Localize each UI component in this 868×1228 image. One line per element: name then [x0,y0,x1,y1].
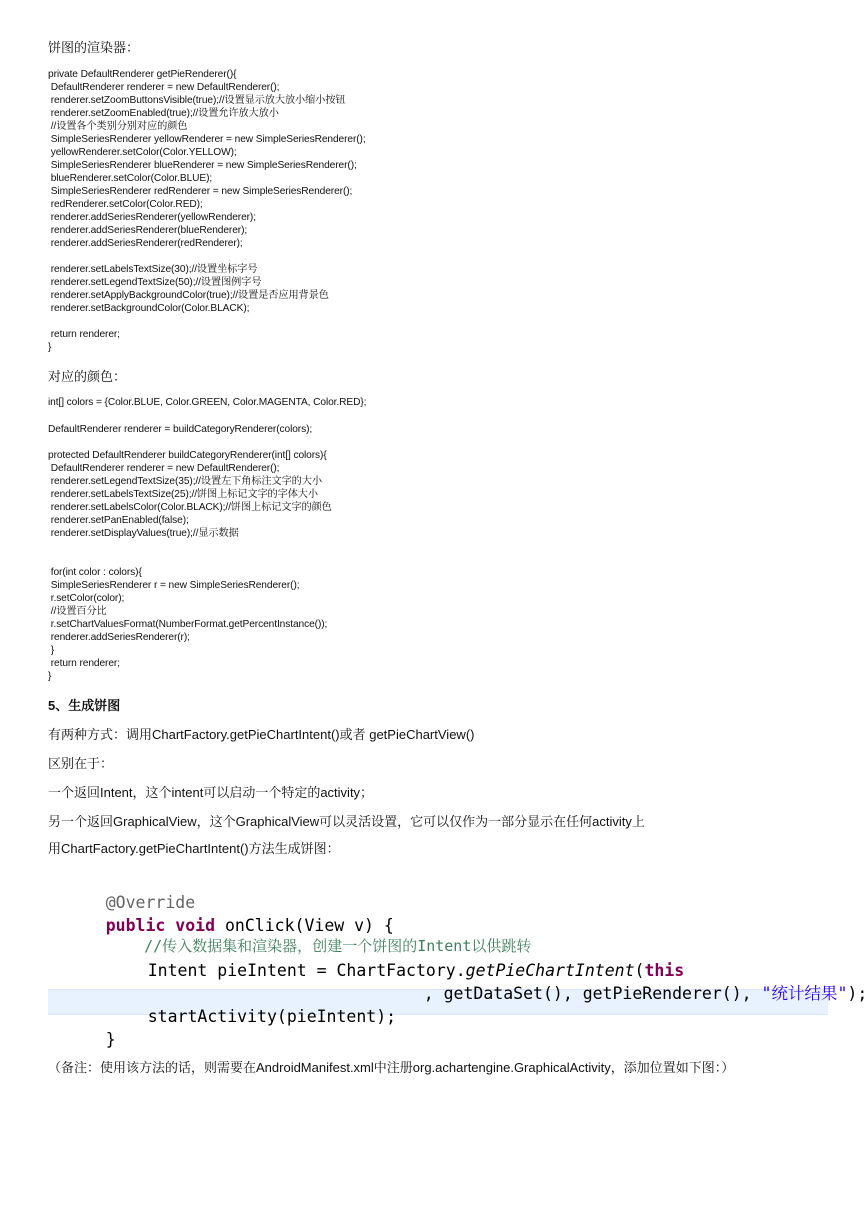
code-line: renderer.setLabelsTextSize(25);//饼图上标记文字的字体大小 [48,489,318,500]
code-line: r.setColor(color); [48,593,125,604]
code-line: //设置各个类别分别对应的颜色 [48,121,188,132]
code-line: return renderer; [48,658,120,669]
code-line: } [48,671,52,682]
paragraph-graphicalview: 另一个返回GraphicalView，这个GraphicalView可以灵活设置，它可以仅作为一部分显示在任何activity上 [48,814,645,829]
code-line: renderer.setApplyBackgroundColor(true);//设置是否应用背景色 [48,290,329,301]
code-line: renderer.setPanEnabled(false); [48,515,189,526]
code-line: SimpleSeriesRenderer r = new SimpleSeriesRenderer(); [48,580,300,591]
code-line: DefaultRenderer renderer = new DefaultRenderer(); [48,82,280,93]
code-line: renderer.setDisplayValues(true);//显示数据 [48,528,239,539]
paragraph-two-methods: 有两种方式：调用ChartFactory.getPieChartIntent()或者 getPieChartView() [48,727,475,742]
code-line: renderer.setLegendTextSize(50);//设置图例字号 [48,277,262,288]
code-token: ); [847,983,868,1003]
code-line: renderer.setZoomEnabled(true);//设置允许放大放小 [48,108,279,119]
code-line: renderer.setBackgroundColor(Color.BLACK); [48,303,250,314]
method-token: getPieChartIntent [465,960,635,980]
code-line: return renderer; [48,329,120,340]
code-line: yellowRenderer.setColor(Color.YELLOW); [48,147,237,158]
code-line: SimpleSeriesRenderer blueRenderer = new SimpleSeriesRenderer(); [48,160,357,171]
annotation-token: @Override [105,892,196,912]
code-token: , getDataSet(), getPieRenderer(), [423,983,762,1003]
paragraph-method-intro: 用ChartFactory.getPieChartIntent()方法生成饼图： [48,841,340,856]
code-line: blueRenderer.setColor(Color.BLUE); [48,173,213,184]
code-line: //设置百分比 [48,606,107,617]
code-start-activity-line [108,992,396,1042]
code-closing-brace [66,1015,116,1065]
keyword-token: void [175,915,216,935]
code-token: } [105,1029,116,1049]
code-line: renderer.addSeriesRenderer(redRenderer); [48,238,243,249]
code-line: for(int color : colors){ [48,567,142,578]
code-line: renderer.addSeriesRenderer(blueRenderer); [48,225,248,236]
code-line: DefaultRenderer renderer = new DefaultRenderer(); [48,463,280,474]
code-line: private DefaultRenderer getPieRenderer(){ [48,69,237,80]
code-line-renderer-call: DefaultRenderer renderer = buildCategoryRenderer(colors); [48,424,313,435]
code-token: onClick(View v) { [215,915,394,935]
note-paragraph: （备注：使用该方法的话，则需要在AndroidManifest.xml中注册org.achartengine.GraphicalActivity，添加位置如下图：） [48,1060,735,1075]
code-token: ( [634,960,645,980]
code-line: renderer.setLabelsColor(Color.BLACK);//饼图上标记文字的颜色 [48,502,332,513]
code-line: renderer.addSeriesRenderer(yellowRenderer); [48,212,256,223]
code-line: r.setChartValuesFormat(NumberFormat.getPercentInstance()); [48,619,328,630]
code-arguments-line [384,969,867,1019]
comment-token: //传入数据集和渲染器，创建一个饼图的Intent以供跳转 [144,937,532,955]
code-screenshot [48,868,868,1049]
code-token: Intent pieIntent = ChartFactory. [147,960,466,980]
code-line: renderer.setLegendTextSize(35);//设置左下角标注文字的大小 [48,476,322,487]
code-line-colors: int[] colors = {Color.BLUE, Color.GREEN, Color.MAGENTA, Color.RED}; [48,397,367,408]
code-line: protected DefaultRenderer buildCategoryRenderer(int[] colors){ [48,450,327,461]
code-line: redRenderer.setColor(Color.RED); [48,199,203,210]
code-line: } [48,645,55,656]
code-line: renderer.addSeriesRenderer(r); [48,632,190,643]
keyword-token: this [644,960,685,980]
keyword-token: public [105,915,166,935]
code-line: SimpleSeriesRenderer yellowRenderer = new SimpleSeriesRenderer(); [48,134,366,145]
code-line: renderer.setLabelsTextSize(30);//设置坐标字号 [48,264,258,275]
renderer-heading: 饼图的渲染器： [48,40,140,55]
colors-heading: 对应的颜色： [48,369,127,384]
code-token: startActivity(pieIntent); [147,1006,397,1026]
code-line: renderer.setZoomButtonsVisible(true);//设置显示放大放小缩小按钮 [48,95,346,106]
paragraph-intent: 一个返回Intent，这个intent可以启动一个特定的activity； [48,785,374,800]
code-line: } [48,342,52,353]
code-line: SimpleSeriesRenderer redRenderer = new SimpleSeriesRenderer(); [48,186,353,197]
paragraph-difference: 区别在于： [48,756,114,771]
section-heading-generate-pie: 5、生成饼图 [48,698,121,713]
string-token: "统计结果" [761,983,848,1003]
